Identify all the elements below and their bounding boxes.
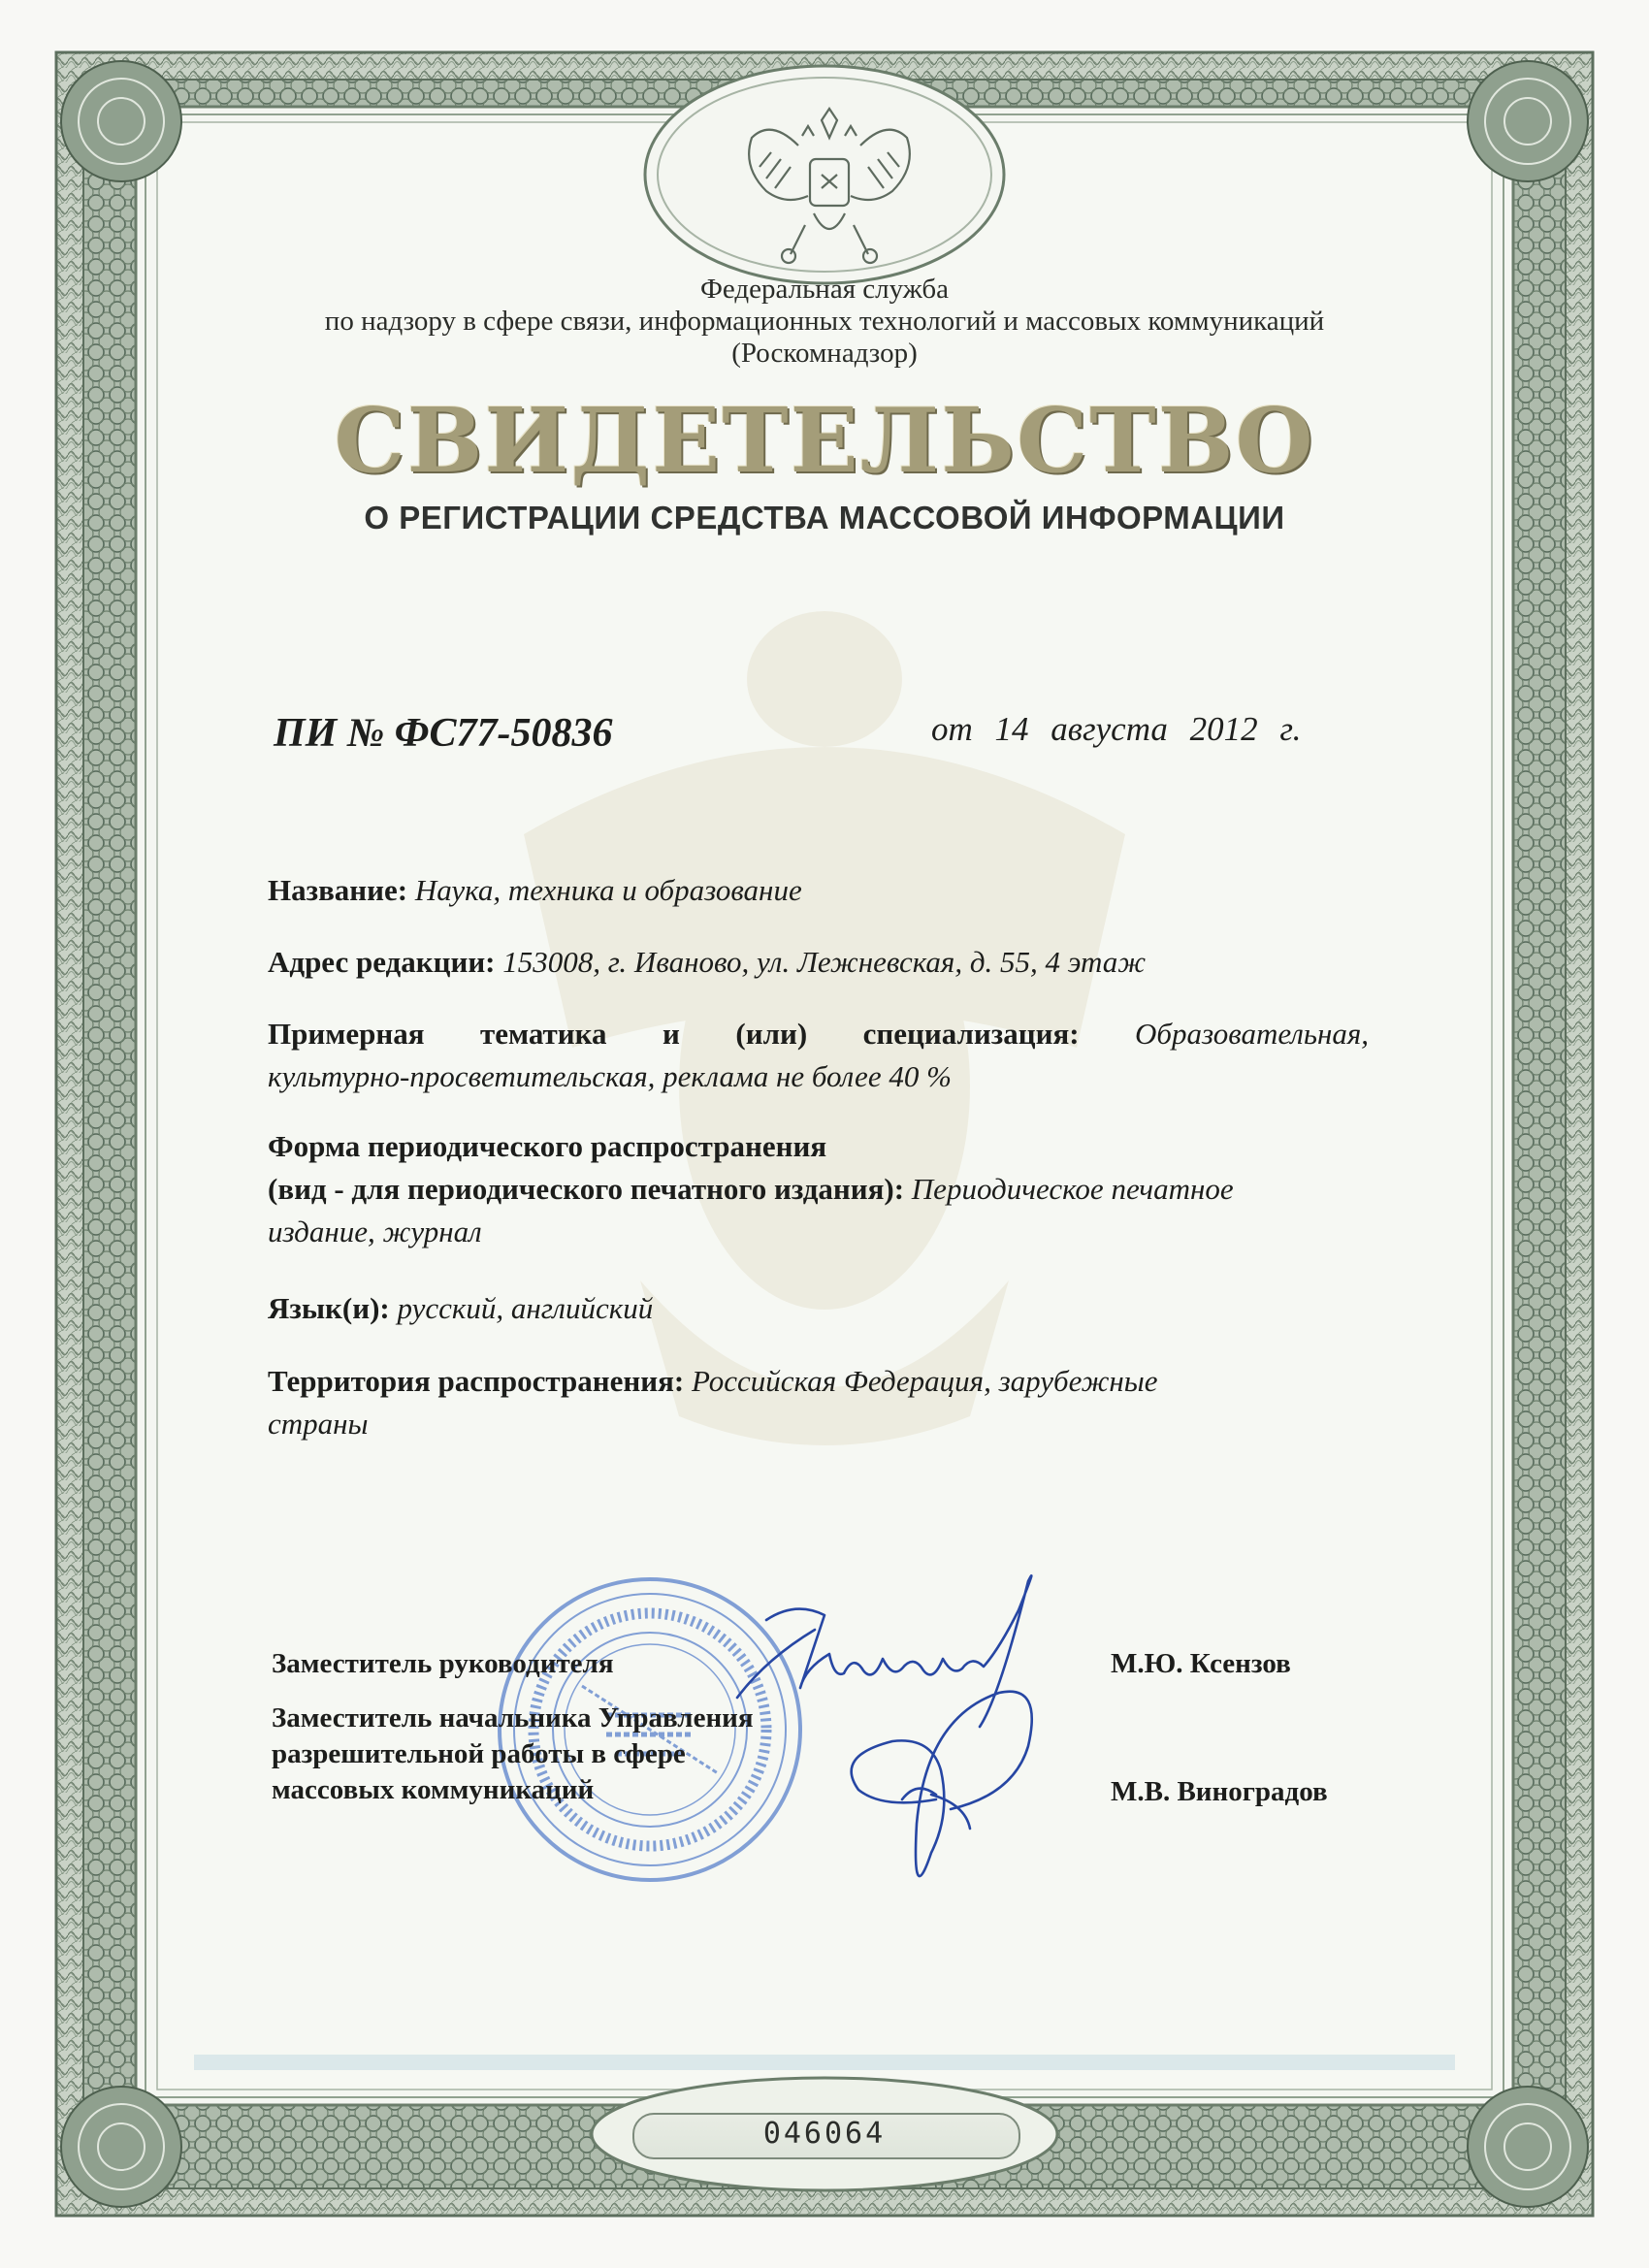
field-territory-value-2: страны — [268, 1407, 369, 1441]
agency-line-2: по надзору в сфере связи, информационных технологий и массовых коммуникаций — [324, 306, 1325, 337]
field-topics-value-2: культурно-просветительская, реклама не более 40 % — [268, 1059, 952, 1093]
serial-number: 046064 — [762, 2117, 887, 2151]
signatory-1-title: Заместитель руководителя — [272, 1648, 614, 1679]
signatory-2-title-line-3: массовых коммуникаций — [272, 1774, 595, 1805]
agency-header — [165, 274, 1484, 370]
certificate-subtitle: О РЕГИСТРАЦИИ СРЕДСТВА МАССОВОЙ ИНФОРМАЦИИ — [364, 500, 1285, 535]
field-topics-value: Образовательная, — [1135, 1017, 1369, 1051]
field-address-value: 153008, г. Иваново, ул. Лежневская, д. 55, 4 этаж — [502, 945, 1147, 979]
signatory-1-name: М.Ю. Ксензов — [1111, 1648, 1291, 1679]
signatory-2-title — [272, 1701, 754, 1808]
agency-line-1: Федеральная служба — [699, 274, 950, 305]
field-name-label: Название: — [268, 873, 408, 907]
signatory-2-name: М.В. Виноградов — [1111, 1776, 1328, 1807]
field-territory-value: Российская Федерация, зарубежные — [691, 1364, 1158, 1398]
field-name — [268, 869, 1369, 912]
field-form — [268, 1125, 1369, 1253]
field-topics-label: Примерная тематика и (или) специализация: — [268, 1017, 1080, 1051]
signature-2-icon — [852, 1692, 1032, 1876]
signature-1-icon — [737, 1575, 1031, 1727]
field-name-value: Наука, техника и образование — [414, 873, 802, 907]
registration-date: от 14 августа 2012 г. — [931, 710, 1302, 748]
handwritten-signatures — [708, 1562, 1154, 1930]
field-territory — [268, 1360, 1369, 1445]
signatory-2-title-line-1: Заместитель начальника Управления — [272, 1702, 754, 1733]
signatory-2-title-line-2: разрешительной работы в сфере — [272, 1738, 686, 1769]
field-form-value: Периодическое печатное — [911, 1172, 1234, 1206]
registration-number: ПИ № ФС77-50836 — [274, 711, 613, 756]
field-form-value-2: издание, журнал — [268, 1215, 482, 1248]
field-form-label-2: (вид - для периодического печатного издания): — [268, 1172, 905, 1206]
field-form-label-1: Форма периодического распространения — [268, 1129, 827, 1163]
coat-of-arms-icon — [713, 99, 946, 269]
field-language-label: Язык(и): — [268, 1291, 390, 1325]
agency-line-3: (Роскомнадзор) — [731, 338, 918, 369]
field-territory-label: Территория распространения: — [268, 1364, 685, 1398]
field-topics — [268, 1013, 1369, 1098]
field-language — [268, 1287, 1369, 1330]
field-language-value: русский, английский — [397, 1291, 654, 1325]
field-address-label: Адрес редакции: — [268, 945, 496, 979]
certificate-title: СВИДЕТЕЛЬСТВО — [334, 388, 1315, 493]
field-address — [268, 941, 1369, 984]
